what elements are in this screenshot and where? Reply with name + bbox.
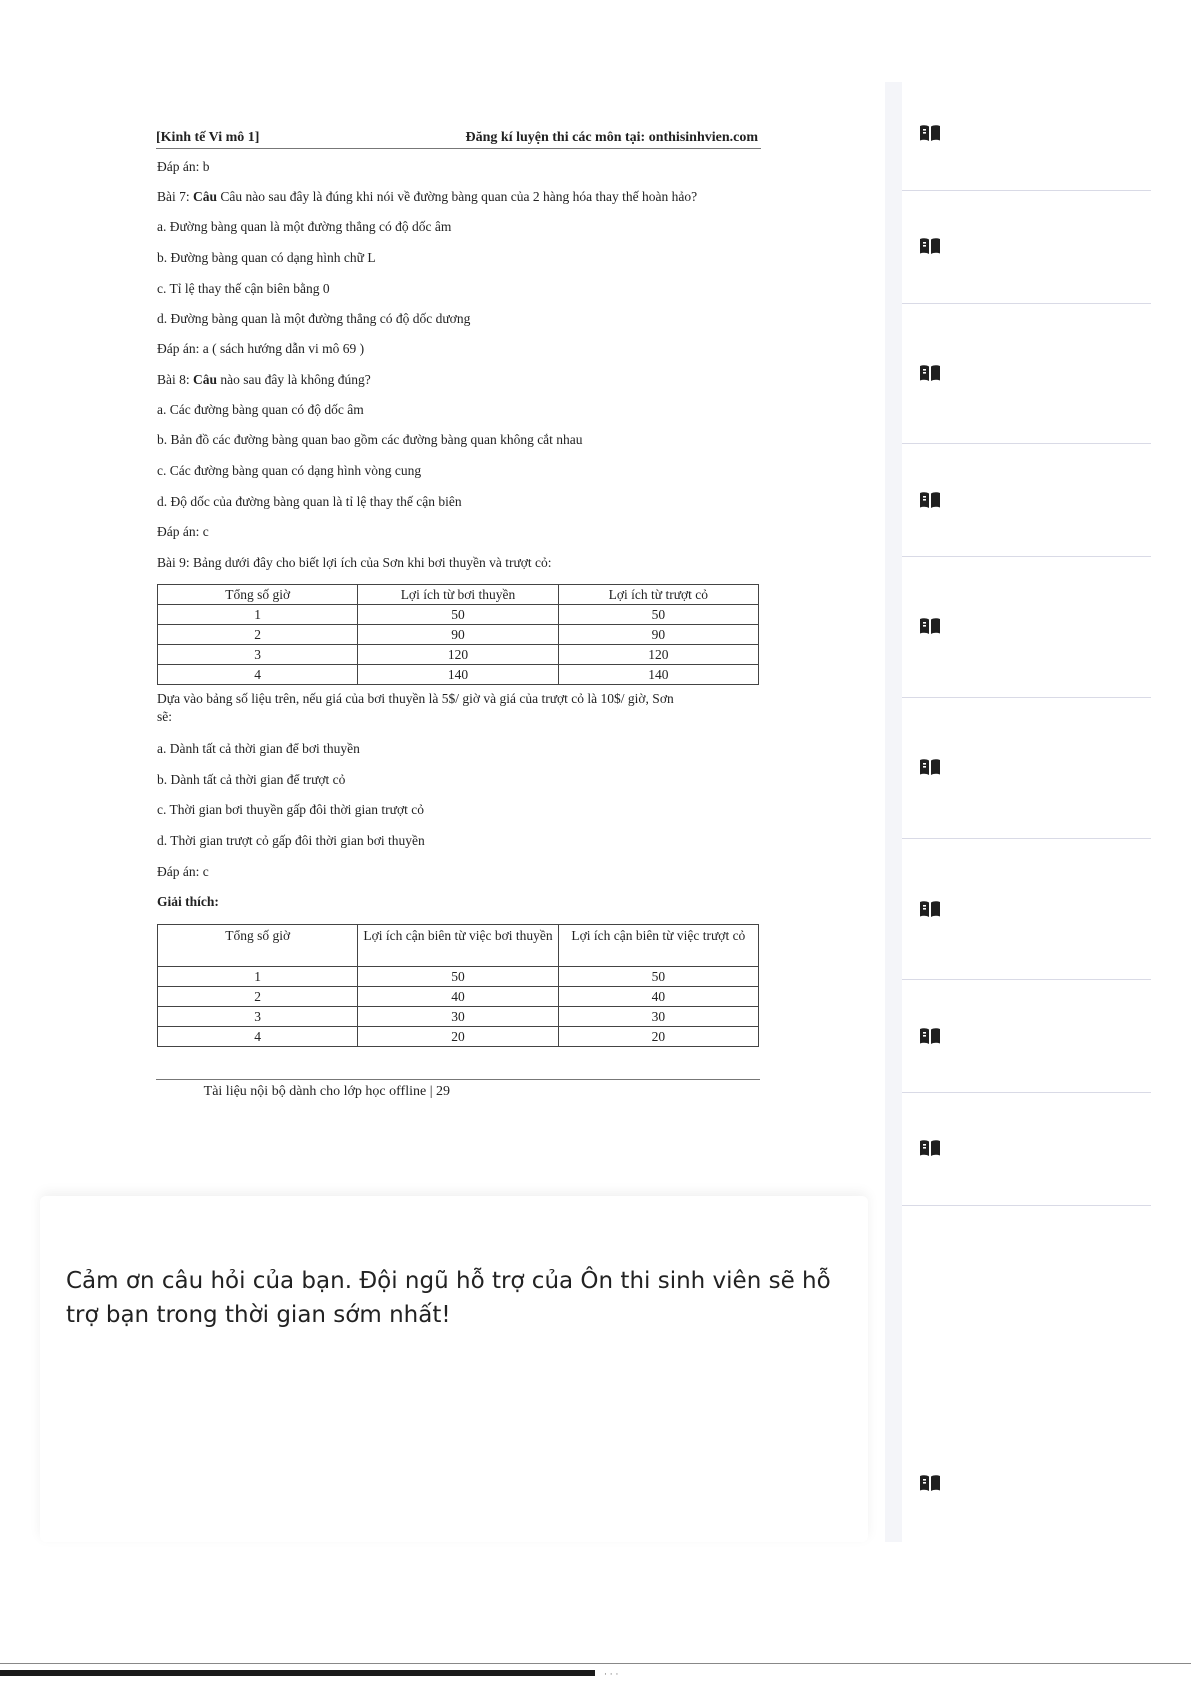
document-header bbox=[156, 128, 761, 149]
table-header-cell: Lợi ích cận biên từ việc trượt cỏ bbox=[558, 925, 758, 967]
explanation-label: Giải thích: bbox=[157, 894, 219, 909]
sidebar-item[interactable] bbox=[902, 191, 1151, 304]
table-cell: 20 bbox=[358, 1027, 558, 1047]
table-row bbox=[158, 1007, 759, 1027]
table-cell: 140 bbox=[558, 665, 758, 685]
sidebar-item[interactable] bbox=[902, 698, 1151, 839]
sidebar-item[interactable] bbox=[902, 444, 1151, 557]
header-left: [Kinh tế Vi mô 1] bbox=[156, 130, 260, 145]
option-b: b. Dành tất cả thời gian để trượt cỏ bbox=[157, 772, 346, 787]
table-header-row bbox=[158, 585, 759, 605]
option-a: a. Các đường bàng quan có độ dốc âm bbox=[157, 402, 364, 417]
question-number: Bài 8: bbox=[157, 372, 190, 387]
question-bold: Câu bbox=[193, 372, 218, 387]
table-cell: 50 bbox=[558, 605, 758, 625]
sidebar-item[interactable] bbox=[902, 980, 1151, 1093]
question-bold: Câu bbox=[193, 189, 218, 204]
page-footer: Tài liệu nội bộ dành cho lớp học offline | 29 bbox=[203, 1084, 450, 1099]
book-open-icon[interactable] bbox=[919, 617, 941, 635]
table-cell: 3 bbox=[158, 645, 358, 665]
book-open-icon[interactable] bbox=[919, 1139, 941, 1157]
table-row bbox=[158, 665, 759, 685]
answer-line: Đáp án: a ( sách hướng dẫn vi mô 69 ) bbox=[157, 341, 365, 356]
table-cell: 90 bbox=[558, 625, 758, 645]
sidebar-item[interactable] bbox=[902, 304, 1151, 444]
table-cell: 1 bbox=[158, 967, 358, 987]
table-row bbox=[158, 967, 759, 987]
book-open-icon[interactable] bbox=[919, 758, 941, 776]
table-cell: 40 bbox=[358, 987, 558, 1007]
sidebar-item[interactable] bbox=[902, 1206, 1151, 1542]
table-row bbox=[158, 645, 759, 665]
option-d: d. Độ dốc của đường bàng quan là tỉ lệ thay thế cận biên bbox=[157, 494, 462, 509]
table-header-cell: Lợi ích từ bơi thuyền bbox=[358, 585, 558, 605]
right-sidebar bbox=[885, 82, 1151, 1542]
progress-bar bbox=[0, 1670, 595, 1676]
table-row bbox=[158, 625, 759, 645]
question-bai8 bbox=[157, 372, 371, 388]
option-a: a. Đường bàng quan là một đường thẳng có độ dốc âm bbox=[157, 219, 452, 234]
table-header-cell: Lợi ích từ trượt cỏ bbox=[558, 585, 758, 605]
sidebar-item[interactable] bbox=[902, 839, 1151, 980]
table-header-cell: Tổng số giờ bbox=[158, 925, 358, 967]
table-cell: 90 bbox=[358, 625, 558, 645]
table-cell: 140 bbox=[358, 665, 558, 685]
marginal-utility-table bbox=[157, 924, 759, 1047]
book-open-icon[interactable] bbox=[919, 124, 941, 142]
table-cell: 1 bbox=[158, 605, 358, 625]
option-a: a. Dành tất cả thời gian để bơi thuyền bbox=[157, 741, 360, 756]
table-header-cell: Lợi ích cận biên từ việc bơi thuyền bbox=[358, 925, 558, 967]
book-open-icon[interactable] bbox=[919, 1027, 941, 1045]
question-text: Câu nào sau đây là đúng khi nói về đường bàng quan của 2 hàng hóa thay thế hoàn hảo? bbox=[220, 189, 698, 204]
utility-table bbox=[157, 584, 759, 685]
bottom-dots: · · · bbox=[604, 1670, 619, 1680]
sidebar-item[interactable] bbox=[902, 1093, 1151, 1206]
table-caption-line: Dựa vào bảng số liệu trên, nếu giá của bơi thuyền là 5$/ giờ và giá của trượt cỏ là 10$/ giờ, Sơn bbox=[157, 691, 674, 706]
book-open-icon[interactable] bbox=[919, 491, 941, 509]
table-header-row bbox=[158, 925, 759, 967]
sidebar-list bbox=[902, 82, 1151, 1542]
table-cell: 40 bbox=[558, 987, 758, 1007]
table-cell: 2 bbox=[158, 987, 358, 1007]
table-cell: 50 bbox=[358, 605, 558, 625]
book-open-icon[interactable] bbox=[919, 237, 941, 255]
question-text: nào sau đây là không đúng? bbox=[220, 372, 371, 387]
table-cell: 30 bbox=[358, 1007, 558, 1027]
table-caption-line: sẽ: bbox=[157, 709, 172, 724]
footer-divider bbox=[156, 1079, 760, 1080]
table-row bbox=[158, 987, 759, 1007]
response-card bbox=[40, 1196, 868, 1542]
table-cell: 3 bbox=[158, 1007, 358, 1027]
answer-line: Đáp án: b bbox=[157, 159, 210, 174]
table-cell: 20 bbox=[558, 1027, 758, 1047]
book-open-icon[interactable] bbox=[919, 1474, 941, 1492]
table-cell: 4 bbox=[158, 1027, 358, 1047]
table-cell: 120 bbox=[558, 645, 758, 665]
table-row bbox=[158, 1027, 759, 1047]
option-c: c. Các đường bàng quan có dạng hình vòng cung bbox=[157, 463, 422, 478]
table-row bbox=[158, 605, 759, 625]
book-open-icon[interactable] bbox=[919, 900, 941, 918]
question-number: Bài 7: bbox=[157, 189, 190, 204]
bottom-divider bbox=[0, 1663, 1191, 1664]
table-cell: 50 bbox=[558, 967, 758, 987]
table-cell: 50 bbox=[358, 967, 558, 987]
table-cell: 4 bbox=[158, 665, 358, 685]
question-bai9: Bài 9: Bảng dưới đây cho biết lợi ích của Sơn khi bơi thuyền và trượt cỏ: bbox=[157, 555, 552, 570]
sidebar-item[interactable] bbox=[902, 82, 1151, 191]
table-cell: 2 bbox=[158, 625, 358, 645]
question-bai7 bbox=[157, 189, 697, 205]
response-message: Cảm ơn câu hỏi của bạn. Đội ngũ hỗ trợ của Ôn thi sinh viên sẽ hỗ trợ bạn trong thời gian sớm nhất! bbox=[66, 1268, 831, 1328]
option-d: d. Đường bàng quan là một đường thẳng có độ dốc dương bbox=[157, 311, 471, 326]
table-cell: 30 bbox=[558, 1007, 758, 1027]
sidebar-item[interactable] bbox=[902, 557, 1151, 698]
option-c: c. Tỉ lệ thay thế cận biên bằng 0 bbox=[157, 281, 330, 296]
answer-line: Đáp án: c bbox=[157, 864, 209, 879]
book-open-icon[interactable] bbox=[919, 364, 941, 382]
table-cell: 120 bbox=[358, 645, 558, 665]
option-b: b. Đường bàng quan có dạng hình chữ L bbox=[157, 250, 376, 265]
option-c: c. Thời gian bơi thuyền gấp đôi thời gian trượt cỏ bbox=[157, 802, 424, 817]
answer-line: Đáp án: c bbox=[157, 524, 209, 539]
table-header-cell: Tổng số giờ bbox=[158, 585, 358, 605]
option-b: b. Bản đồ các đường bàng quan bao gồm các đường bàng quan không cắt nhau bbox=[157, 432, 583, 447]
option-d: d. Thời gian trượt cỏ gấp đôi thời gian bơi thuyền bbox=[157, 833, 425, 848]
header-right: Đăng kí luyện thi các môn tại: onthisinhvien.com bbox=[465, 130, 758, 145]
